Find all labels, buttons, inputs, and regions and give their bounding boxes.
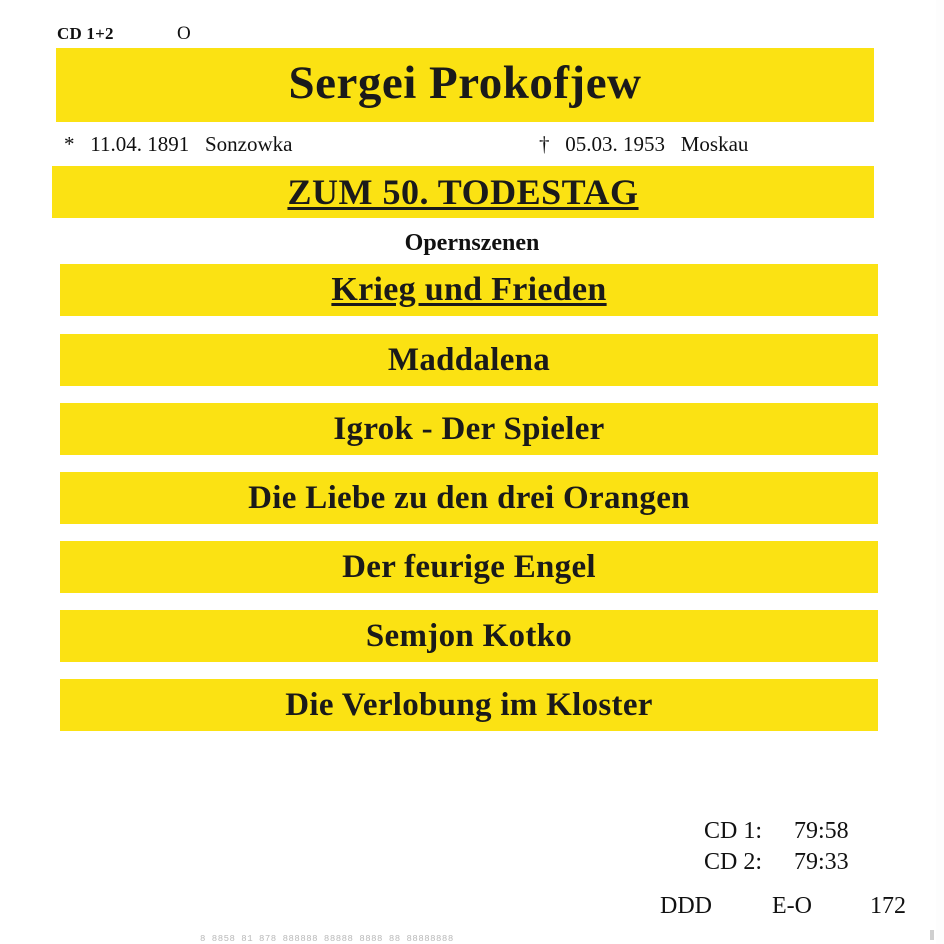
composer-dates <box>57 132 887 160</box>
catalog-number: 172 <box>870 893 906 919</box>
work-row <box>60 403 878 455</box>
work-title: Die Verlobung im Kloster <box>285 686 653 723</box>
work-title: Krieg und Frieden <box>331 271 607 308</box>
section-label: Opernszenen <box>404 230 540 256</box>
runtime-label: CD 2: <box>704 849 763 875</box>
work-row <box>60 541 878 593</box>
top-header-row <box>57 24 887 46</box>
runtimes-block <box>552 818 892 880</box>
work-title: Die Liebe zu den drei Orangen <box>248 479 690 516</box>
work-title: Der feurige Engel <box>342 548 596 585</box>
composer-title-bar <box>56 48 874 122</box>
runtime-row <box>552 818 892 849</box>
page-right-edge <box>936 0 944 944</box>
series-code: E-O <box>772 893 812 919</box>
work-row <box>60 472 878 524</box>
work-row <box>60 679 878 731</box>
work-title: Semjon Kotko <box>365 617 573 654</box>
subtitle-text: ZUM 50. TODESTAG <box>287 172 639 212</box>
runtime-row <box>552 849 892 880</box>
work-title: Maddalena <box>387 341 551 378</box>
death-date: † 05.03. 1953 Moskau <box>539 132 749 156</box>
work-row <box>60 334 878 386</box>
birth-date: * 11.04. 1891 Sonzowka <box>64 132 293 156</box>
work-row <box>60 610 878 662</box>
subtitle-bar <box>52 166 874 218</box>
page-corner-mark <box>930 930 934 940</box>
circle-marker-icon: O <box>177 23 191 44</box>
cd-count-label: CD 1+2 <box>57 24 114 43</box>
work-title: Igrok - Der Spieler <box>333 410 605 447</box>
runtime-value: 79:58 <box>794 818 849 844</box>
work-row <box>60 264 878 316</box>
runtime-label: CD 1: <box>704 818 763 844</box>
recording-code: DDD <box>660 893 712 919</box>
composer-name: Sergei Prokofjew <box>288 56 642 109</box>
scan-artifact-strip: 8 8858 81 878 888888 88888 8888 88 88888888 <box>200 934 454 944</box>
runtime-value: 79:33 <box>794 849 849 875</box>
